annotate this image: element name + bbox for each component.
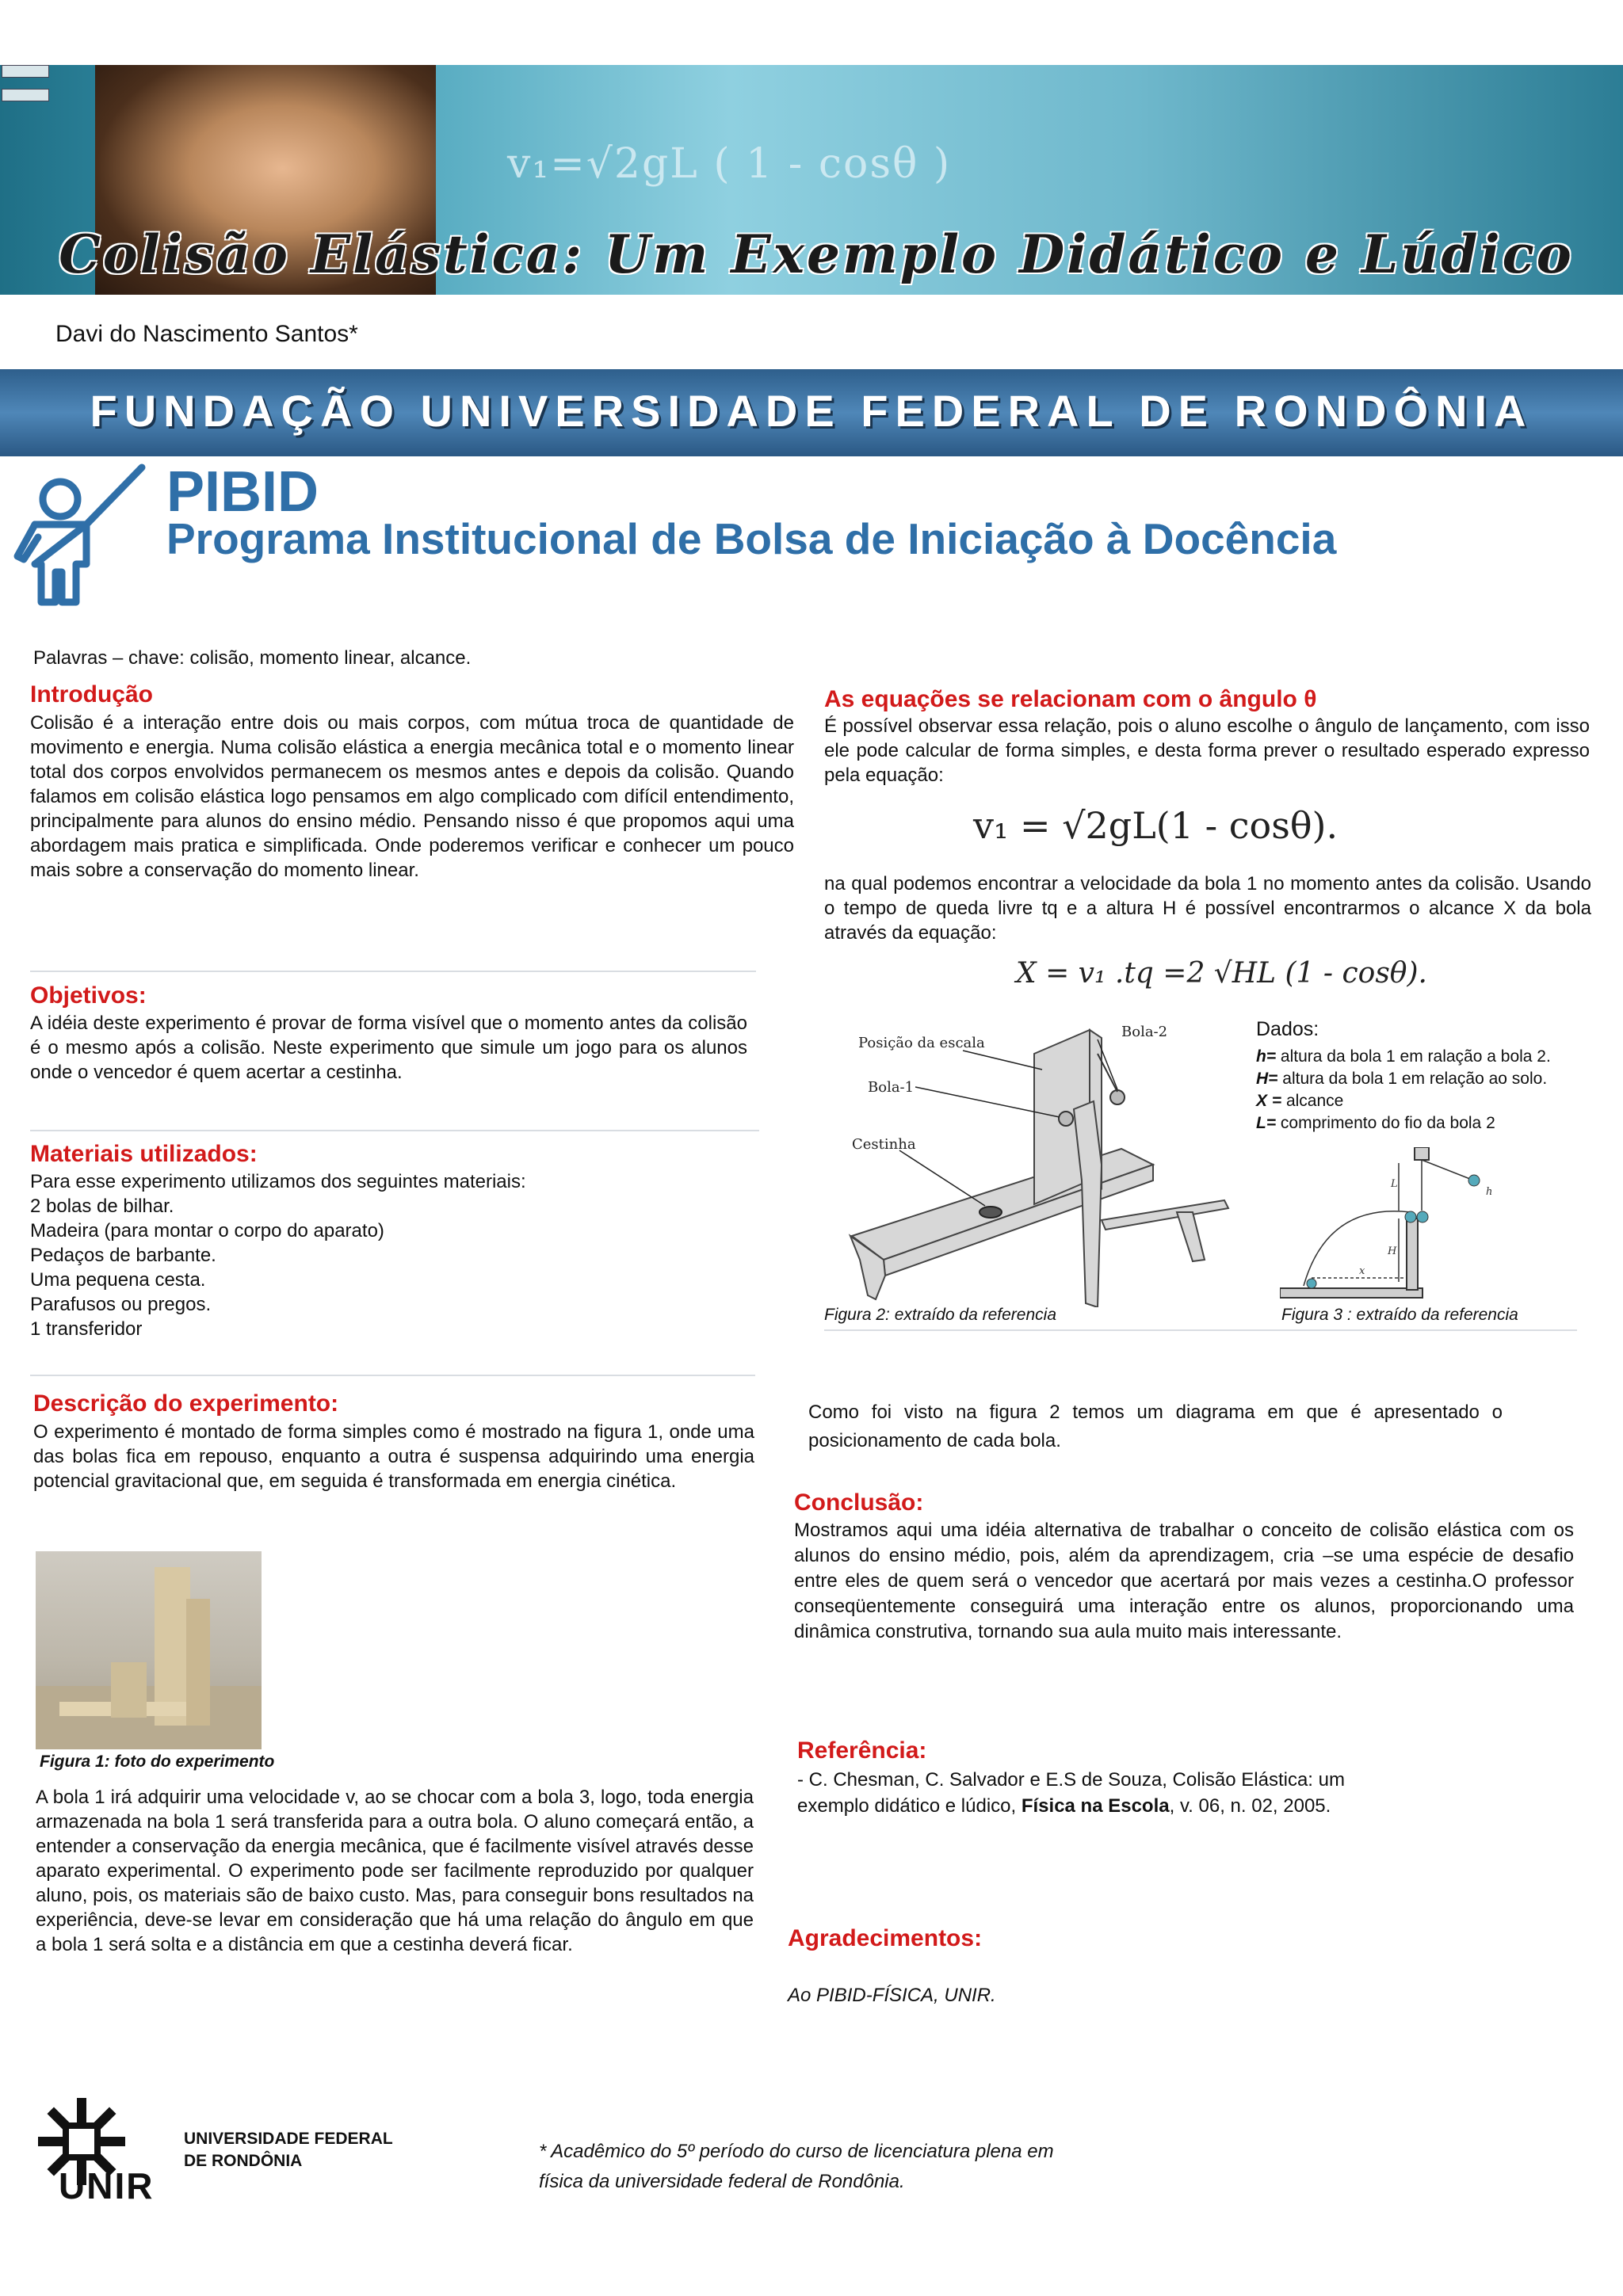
footer-university-line-1: UNIVERSIDADE FEDERAL <box>184 2130 393 2148</box>
equations-heading: As equações se relacionam com o ângulo θ <box>824 686 1317 712</box>
data-item: h= altura da bola 1 em ralação a bola 2. <box>1256 1047 1551 1066</box>
data-item: H= altura da bola 1 em relação ao solo. <box>1256 1070 1548 1088</box>
materials-intro: Para esse experimento utilizamos dos seguintes materiais: <box>30 1171 526 1192</box>
fig3-label-x: x <box>1359 1265 1365 1277</box>
material-item: 2 bolas de bilhar. <box>30 1196 174 1217</box>
experiment-photo <box>36 1551 262 1749</box>
reference-heading: Referência: <box>797 1737 927 1764</box>
intro-heading: Introdução <box>30 681 153 707</box>
equation-range: X = v₁ .tq =2 √HL (1 - cosθ). <box>1016 957 1427 990</box>
poster-title: Colisão Elástica: Um Exemplo Didático e Lúdico <box>59 223 1574 285</box>
divider <box>824 1329 1577 1331</box>
fig2-label-ball1: Bola-1 <box>868 1079 915 1096</box>
fig3-label-L: L <box>1391 1178 1398 1190</box>
figure1-caption: Figura 1: foto do experimento <box>40 1753 275 1771</box>
equations-text: É possível observar essa relação, pois o aluno escolhe o ângulo de lançamento, com isso ele pode calcular de forma simples, e desta forma prever o resultado esperado expresso pela equação: <box>824 715 1590 786</box>
equations-text-2: na qual podemos encontrar a velocidade da bola 1 no momento antes da colisão. Usando o tempo de queda livre tq e a altura H é possível encontrarmos o alcance X da bola através da equação: <box>824 873 1591 944</box>
data-heading: Dados: <box>1256 1018 1319 1040</box>
data-item: L= comprimento do fio da bola 2 <box>1256 1114 1495 1132</box>
figure3-diagram <box>1280 1147 1518 1302</box>
data-list <box>1256 1046 1551 1135</box>
after-figure-text: A bola 1 irá adquirir uma velocidade v, ao se chocar com a bola 3, logo, toda energia armazenada na bola 1 será transferida para a outra bola. O aluno começará então, a entender a conservação da energia mecânica, que é facilmente visível através desse aparato experimental. O experimento pode ser facilmente reproduzido por qualquer aluno, pois, os materiais são de baixo custo. Mas, para conseguir bons resultados na experiência, deve-se levar em consideração que há uma relação do ângulo em que a bola 1 será solta e a distância em que a cestinha deverá ficar. <box>36 1787 754 1955</box>
objectives-heading: Objetivos: <box>30 982 147 1009</box>
figure3-caption: Figura 3 : extraído da referencia <box>1281 1306 1518 1324</box>
footer-university <box>184 2128 393 2172</box>
footer-university-line-2: DE RONDÔNIA <box>184 2152 303 2170</box>
fig2-label-ball2: Bola-2 <box>1121 1024 1168 1040</box>
material-item: Madeira (para montar o corpo do aparato) <box>30 1220 384 1241</box>
material-item: 1 transferidor <box>30 1318 143 1340</box>
banner-formula: v₁=√2gL ( 1 - cosθ ) <box>507 140 952 188</box>
reference-text <box>797 1767 1345 1819</box>
divider <box>30 1130 759 1131</box>
footer-note-line-1: * Acadêmico do 5º período do curso de licenciatura plena em <box>539 2141 1054 2162</box>
university-banner <box>0 369 1623 456</box>
unir-logo-text: UNIR <box>59 2165 155 2206</box>
acknowledgements-heading: Agradecimentos: <box>788 1925 983 1951</box>
tiny-toolbar-button-2[interactable] <box>2 89 49 101</box>
footer-note-line-2: física da universidade federal de Rondônia. <box>539 2171 905 2192</box>
material-item: Uma pequena cesta. <box>30 1269 206 1291</box>
divider <box>30 1375 755 1376</box>
fig2-label-scale: Posição da escala <box>858 1035 985 1051</box>
conclusion-text: Mostramos aqui uma idéia alternativa de trabalhar o conceito de colisão elástica com os alunos do ensino médio, pois, além da aprendizagem, cria –se uma espécie de desafio entre eles de quem será o vencedor que acertará por mais vezes a cestinha.O professor conseqüentemente conseguirá uma interação entre os alunos, proporcionando uma dinâmica construtiva, tornando sua aula muito mais interessante. <box>794 1520 1574 1642</box>
figure2-note-text: Como foi visto na figura 2 temos um diagrama em que é apresentado o posicionamento de cada bola. <box>808 1402 1503 1451</box>
acknowledgements-text: Ao PIBID-FÍSICA, UNIR. <box>788 1985 996 2006</box>
conclusion-heading: Conclusão: <box>794 1489 924 1516</box>
fig3-label-h: h <box>1486 1186 1493 1198</box>
header-banner <box>0 65 1623 295</box>
materials-list <box>30 1169 526 1341</box>
material-item: Parafusos ou pregos. <box>30 1294 212 1315</box>
teacher-icon <box>3 461 154 612</box>
intro-text: Colisão é a interação entre dois ou mais corpos, com mútua troca de quantidade de movimento e energia. Numa colisão elástica a energia mecânica total e o momento linear total dos corpos envolvidos permanecem os mesmos antes e depois da colisão. Quando falamos em colisão elástica logo pensamos em algo complicado com difícil entendimento, principalmente para alunos do ensino médio. Pensando nisso é que propomos aqui uma abordagem mais pratica e simplificada. Onde poderemos verificar e conhecer um pouco mais sobre a conservação do momento linear. <box>30 712 794 881</box>
fig3-label-H: H <box>1388 1245 1397 1257</box>
pibid-title: PIBID <box>166 460 319 524</box>
description-heading: Descrição do experimento: <box>33 1390 339 1417</box>
figure2-diagram <box>828 1022 1240 1307</box>
material-item: Pedaços de barbante. <box>30 1245 216 1266</box>
fig2-label-basket: Cestinha <box>852 1136 916 1153</box>
university-banner-text: FUNDAÇÃO UNIVERSIDADE FEDERAL DE RONDÔNIA <box>90 386 1533 436</box>
pibid-subtitle: Programa Institucional de Bolsa de Iniciação à Docência <box>166 514 1337 563</box>
author-name: Davi do Nascimento Santos* <box>55 321 358 347</box>
data-item: X = alcance <box>1256 1092 1344 1110</box>
description-text: O experimento é montado de forma simples como é mostrado na figura 1, onde uma das bolas fica em repouso, enquanto a outra é suspensa adquirindo uma energia potencial gravitacional que, em seguida é transformada em energia cinética. <box>33 1421 754 1492</box>
footer-note <box>539 2137 1054 2197</box>
tiny-toolbar-button-1[interactable] <box>2 65 49 78</box>
reference-line-2: exemplo didático e lúdico, Física na Escola, v. 06, n. 02, 2005. <box>797 1795 1331 1817</box>
equation-velocity: v₁ = √2gL(1 - cosθ). <box>973 804 1338 847</box>
objectives-text: A idéia deste experimento é provar de forma visível que o momento antes da colisão é o mesmo após a colisão. Neste experimento que simule um jogo para os alunos onde o vencedor é quem acertar a cestinha. <box>30 1013 747 1083</box>
reference-line-1: - C. Chesman, C. Salvador e E.S de Souza, Colisão Elástica: um <box>797 1769 1345 1791</box>
keywords: Palavras – chave: colisão, momento linear, alcance. <box>33 647 472 669</box>
materials-heading: Materiais utilizados: <box>30 1141 258 1167</box>
figure2-caption: Figura 2: extraído da referencia <box>824 1306 1056 1324</box>
divider <box>30 971 756 972</box>
